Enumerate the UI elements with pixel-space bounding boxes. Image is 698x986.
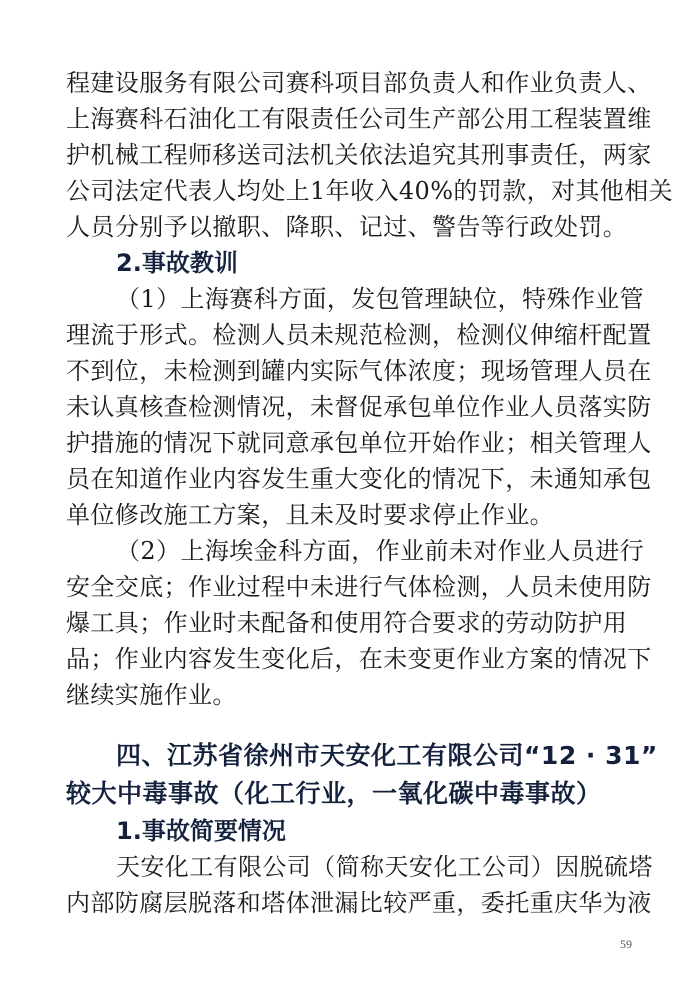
lesson-heading: 2.事故教训 [116,249,238,277]
section-title-line: 较大中毒事故（化工行业，一氧化碳中毒事故） [66,779,602,808]
lesson-1-line: 员在知道作业内容发生重大变化的情况下，未通知承包 [66,465,652,493]
lesson-2-line: 爆工具；作业时未配备和使用符合要求的劳动防护用 [66,609,628,637]
summary-line: 内部防腐层脱落和塔体泄漏比较严重，委托重庆华为液 [66,889,652,917]
lesson-1-line: 不到位，未检测到罐内实际气体浓度；现场管理人员在 [66,357,652,385]
section-title-line: 四、江苏省徐州市天安化工有限公司“12 · 31” [116,741,658,770]
lesson-2-line: 继续实施作业。 [66,681,237,709]
paragraph-line: 人员分别予以撤职、降职、记过、警告等行政处罚。 [66,213,628,241]
lesson-1-line: 未认真核查检测情况，未督促承包单位作业人员落实防 [66,393,652,421]
lesson-1-line: 护措施的情况下就同意承包单位开始作业；相关管理人 [66,429,652,457]
lesson-1-line: 单位修改施工方案，且未及时要求停止作业。 [66,501,554,529]
lesson-1-line: 理流于形式。检测人员未规范检测，检测仪伸缩杆配置 [66,321,652,349]
paragraph-line: 护机械工程师移送司法机关依法追究其刑事责任，两家 [66,141,652,169]
lesson-1-line: （1）上海赛科方面，发包管理缺位，特殊作业管 [116,285,645,313]
summary-heading: 1.事故简要情况 [116,817,286,845]
paragraph-line: 公司法定代表人均处上1年收入40%的罚款，对其他相关 [66,177,674,205]
paragraph-line: 上海赛科石油化工有限责任公司生产部公用工程装置维 [66,105,652,133]
lesson-2-line: 安全交底；作业过程中未进行气体检测，人员未使用防 [66,573,652,601]
page-number: 59 [620,937,632,951]
lesson-2-line: （2）上海埃金科方面，作业前未对作业人员进行 [116,537,645,565]
paragraph-line: 程建设服务有限公司赛科项目部负责人和作业负责人、 [66,69,652,97]
summary-line: 天安化工有限公司（简称天安化工公司）因脱硫塔 [116,853,653,881]
lesson-2-line: 品；作业内容发生变化后，在未变更作业方案的情况下 [66,645,652,673]
